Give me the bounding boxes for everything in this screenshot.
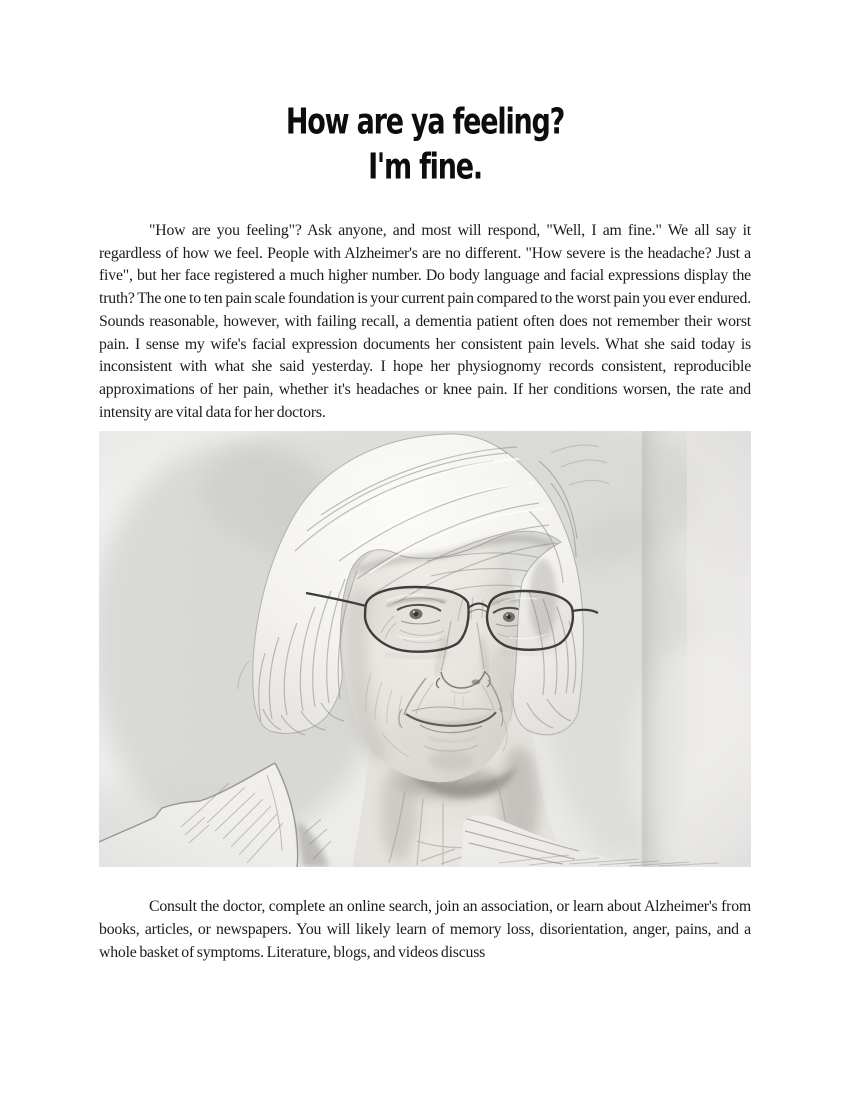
paragraph-learn-about: Consult the doctor, complete an online search, join an association, or learn about Alzheimer's from books, articles, or newspapers. You will likely learn of memory loss, disorientation, anger, pains, and a whole basket of symptoms. Literature, blogs, and videos discuss [99, 898, 751, 961]
title-line-1: How are ya feeling? [285, 101, 565, 143]
title-line-2: I'm fine. [368, 146, 482, 188]
document-page [99, 100, 751, 964]
vignette [99, 431, 751, 867]
paragraph-pain-scale: "How are you feeling"? Ask anyone, and most will respond, "Well, I am fine." We all say it regardless of how we feel. People with Alzheimer's are no different. "How severe is the headache? Just a five", but her face registered a much higher number. Do body language and facial expressions display the truth? The one to ten pain scale foundation is your current pain compared to the worst pain you ever endured. Sounds reasonable, however, with failing recall, a dementia patient often does not remember their worst pain. I sense my wife's facial expression documents her consistent pain levels. What she said today is inconsistent with what she said yesterday. I hope her physiognomy records consistent, reproducible approximations of her pain, whether it's headaches or knee pain. If her conditions worsen, the rate and intensity are vital data for her doctors. [99, 222, 751, 421]
elderly-woman-sketch-figure [99, 431, 751, 867]
page-title [99, 100, 751, 190]
elderly-woman-sketch-image [99, 431, 751, 867]
